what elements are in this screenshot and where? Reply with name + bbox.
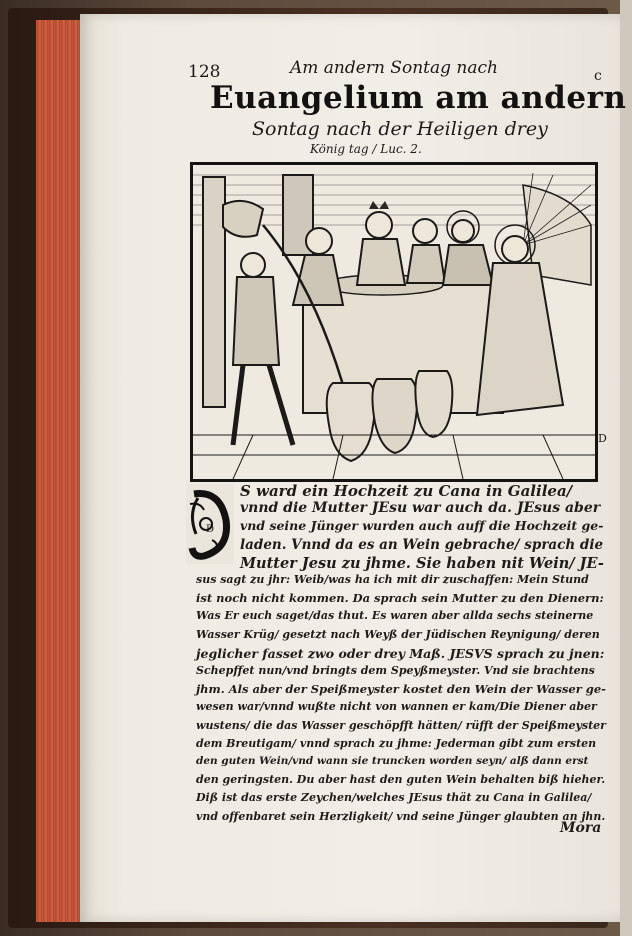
- text-line: wustens/ die das Wasser geschöpfft hätten/ rüfft der Speißmeyster: [196, 718, 606, 732]
- svg-text:D: D: [205, 524, 215, 535]
- text-line: Wasser Krüg/ gesetzt nach Weyß der Jüdischen Reynigung/ deren: [196, 627, 600, 641]
- text-line: vnd seine Jünger wurden auch auff die Hochzeit ge-: [240, 518, 604, 534]
- catchword: Mora: [560, 820, 602, 836]
- page-subtitle-reference: König tag / Luc. 2.: [310, 142, 422, 156]
- text-line: vnd offenbaret sein Herzligkeit/ vnd seine Jünger glaubten an jhn.: [196, 809, 606, 823]
- text-line: laden. Vnnd da es an Wein gebrache/ sprach die: [240, 536, 604, 553]
- text-line: Was Er euch saget/das thut. Es waren aber allda sechs steinerne: [196, 609, 594, 623]
- text-line: den geringsten. Du aber hast den guten Wein behalten biß hieher.: [196, 773, 606, 787]
- text-line: wesen war/vnnd wußte nicht von wannen er kam/Die Diener aber: [196, 700, 597, 714]
- facing-page-edge: [620, 0, 632, 936]
- text-line: sus sagt zu jhr: Weib/was ha ich mit dir zuschaffen: Mein Stund: [196, 573, 589, 586]
- text-line: ist noch nicht kommen. Da sprach sein Mutter zu den Dienern:: [196, 591, 604, 606]
- margin-mark-top: c: [594, 68, 602, 84]
- text-line: jeglicher fasset zwo oder drey Maß. JESVS sprach zu jnen:: [196, 645, 605, 661]
- wedding-at-cana-woodcut: [193, 165, 595, 479]
- text-line: jhm. Als aber der Speißmeyster kostet den Wein der Wasser ge-: [196, 682, 606, 697]
- text-line: Mutter Jesu zu jhme. Sie haben nit Wein/ JE-: [240, 554, 604, 572]
- text-line: S ward ein Hochzeit zu Cana in Galilea/: [240, 482, 573, 500]
- ornamental-dropcap: [186, 484, 234, 564]
- page-edges: [36, 20, 84, 922]
- page-title: Euangelium am andern: [210, 80, 627, 116]
- margin-mark-side: D: [598, 432, 607, 445]
- running-head: Am andern Sontag nach: [290, 58, 498, 78]
- page-subtitle: Sontag nach der Heiligen drey: [252, 118, 548, 140]
- text-line: den guten Wein/vnd wann sie truncken worden seyn/ alß dann erst: [196, 755, 589, 767]
- text-line: Diß ist das erste Zeychen/welches JEsus thät zu Cana in Galilea/: [196, 791, 592, 805]
- text-line: vnnd die Mutter JEsu war auch da. JEsus aber: [240, 500, 601, 517]
- page-number: 128: [188, 62, 221, 82]
- text-line: dem Breutigam/ vnnd sprach zu jhme: Jederman gibt zum ersten: [196, 736, 597, 750]
- text-line: Schepffet nun/vnd bringts dem Speyßmeyster. Vnd sie brachtens: [196, 664, 595, 677]
- woodcut-illustration: [190, 162, 598, 482]
